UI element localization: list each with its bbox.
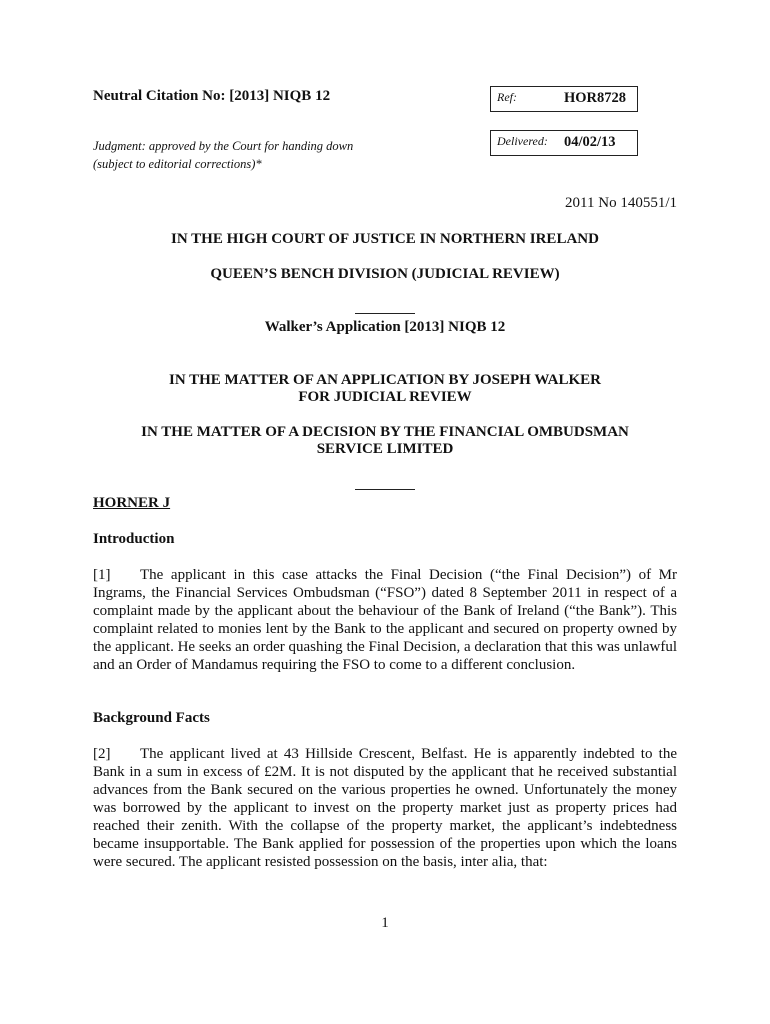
matter-1-line-2: FOR JUDICIAL REVIEW: [298, 389, 472, 405]
section-heading-background: Background Facts: [93, 710, 210, 726]
division-title: QUEEN’S BENCH DIVISION (JUDICIAL REVIEW): [210, 266, 560, 282]
judgment-note: [93, 137, 353, 173]
matter-2-line-1: IN THE MATTER OF A DECISION BY THE FINANCIAL OMBUDSMAN: [141, 424, 629, 440]
paragraph-text: The applicant lived at 43 Hillside Crescent, Belfast. He is apparently indebted to the Bank in a sum in excess of £2M. It is not disputed by the applicant that he received substantial advances from the Bank secured on the various properties he owned. Unfortunately the money was borrowed by the applicant to invest on the property market just as property prices had reached their zenith. With the collapse of the property market, the applicant’s indebtedness became insupportable. The Bank applied for possession of the properties upon which the loans were secured. The applicant resisted possession on the basis, inter alia, that:: [93, 746, 677, 870]
ref-value: HOR8728: [564, 90, 627, 106]
case-number: 2011 No 140551/1: [565, 195, 677, 211]
matter-2-line-2: SERVICE LIMITED: [316, 441, 454, 457]
paragraph-number: [2]: [93, 746, 111, 762]
paragraph-2: [93, 745, 677, 871]
delivered-value: 04/02/13: [564, 134, 616, 150]
delivered-box: [490, 130, 638, 156]
divider-rule: [355, 489, 415, 490]
judge-name: HORNER J: [93, 495, 171, 511]
divider-rule: [355, 313, 415, 314]
matter-1-line-1: IN THE MATTER OF AN APPLICATION BY JOSEPH WALKER: [168, 372, 601, 388]
section-heading-introduction: Introduction: [93, 531, 175, 547]
court-title: IN THE HIGH COURT OF JUSTICE IN NORTHERN IRELAND: [171, 231, 599, 247]
paragraph-number: [1]: [93, 567, 111, 583]
page-number: 1: [381, 915, 389, 931]
paragraph-text: The applicant in this case attacks the Final Decision (“the Final Decision”) of Mr Ingrams, the Financial Services Ombudsman (“FSO”) dated 8 September 2011 in respect of a complaint made by the applicant about the behaviour of the Bank of Ireland (“the Bank”). This complaint related to monies lent by the Bank to the applicant and secured on property owned by the applicant. He seeks an order quashing the Final Decision, a declaration that this was unlawful and an Order of Mandamus requiring the FSO to come to a different conclusion.: [93, 567, 677, 673]
delivered-label: Delivered:: [497, 134, 548, 148]
paragraph-1: [93, 566, 677, 674]
judgment-note-line1: Judgment: approved by the Court for handing down: [93, 139, 354, 153]
ref-box: [490, 86, 638, 112]
ref-label: Ref:: [497, 90, 517, 104]
judgment-note-line2: (subject to editorial corrections)*: [93, 157, 262, 171]
short-title: Walker’s Application [2013] NIQB 12: [264, 319, 506, 335]
neutral-citation: Neutral Citation No: [2013] NIQB 12: [93, 88, 331, 104]
